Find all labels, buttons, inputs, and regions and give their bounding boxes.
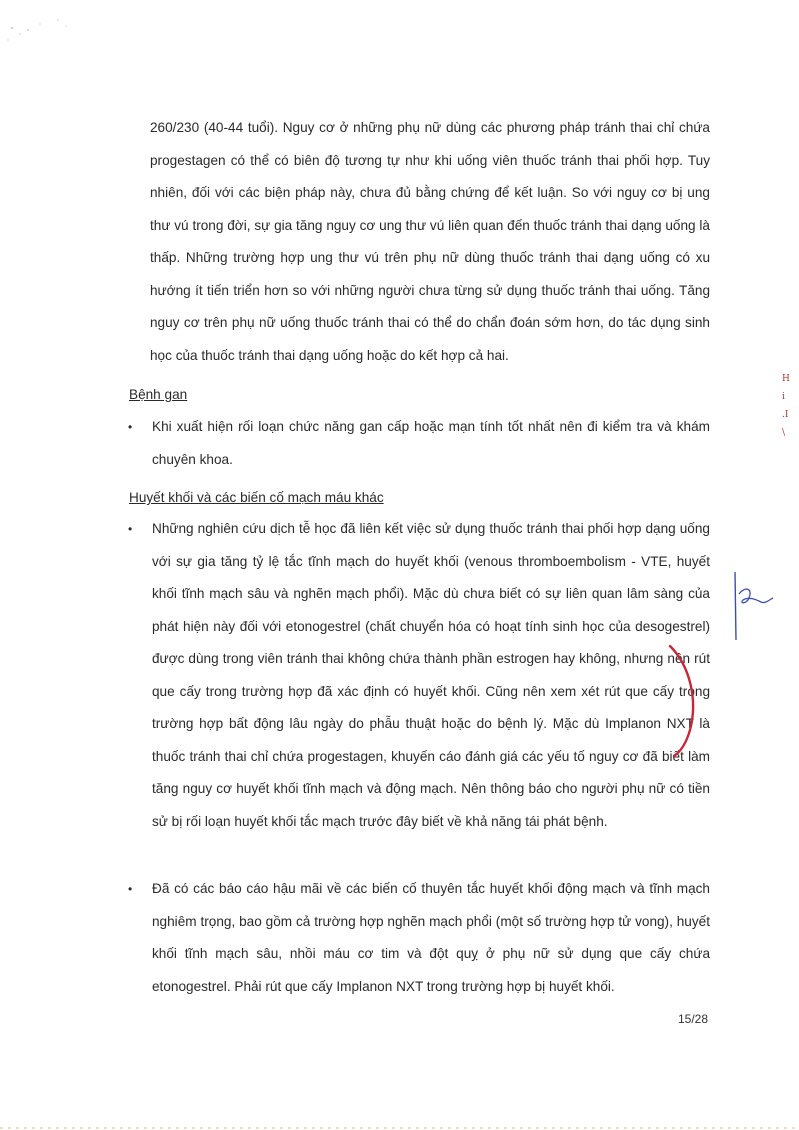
list-item bbox=[128, 513, 710, 838]
bullet-glyph: • bbox=[128, 522, 133, 536]
scan-bottom-edge bbox=[0, 1118, 799, 1130]
page-number: 15/28 bbox=[678, 1012, 709, 1026]
section-heading-thrombosis: Huyết khối và các biến cố mạch máu khác bbox=[129, 490, 384, 505]
bullet-glyph: • bbox=[128, 420, 133, 434]
bullet-text: Đã có các báo cáo hậu mãi về các biến cố thuyên tắc huyết khối động mạch và tĩnh mạch nghiêm trọng, bao gồm cả trường hợp nghẽn mạch phổi (một số trường hợp tử vong), huyết khối tĩnh mạch sâu, nhồi máu cơ tim và đột quỵ ở phụ nữ sử dụng que cấy chứa etonogestrel. Phải rút que cấy Implanon NXT trong trường hợp bị huyết khối. bbox=[152, 881, 710, 994]
bullet-text: Khi xuất hiện rối loạn chức năng gan cấp hoặc mạn tính tốt nhất nên đi kiểm tra và khám chuyên khoa. bbox=[152, 419, 710, 467]
intro-paragraph: 260/230 (40-44 tuổi). Nguy cơ ở những phụ nữ dùng các phương pháp tránh thai chỉ chứa progestagen có thể có biên độ tương tự như khi uống viên thuốc tránh thai phối hợp. Tuy nhiên, đối với các biện pháp này, chưa đủ bằng chứng để kết luận. So với nguy cơ bị ung thư vú trong đời, sự gia tăng nguy cơ ung thư vú liên quan đến thuốc tránh thai dạng uống là thấp. Những trường hợp ung thư vú trên phụ nữ dùng thuốc tránh thai dạng uống có xu hướng ít tiến triển hơn so với những người chưa từng sử dụng thuốc tránh thai uống. Tăng nguy cơ trên phụ nữ uống thuốc tránh thai có thể do chẩn đoán sớm hơn, do tác dụng sinh học của thuốc tránh thai dạng uống hoặc do kết hợp cả hai. bbox=[150, 120, 710, 363]
list-item bbox=[128, 873, 710, 1003]
margin-mark: i bbox=[782, 392, 785, 402]
scan-speckle-mark bbox=[0, 0, 90, 50]
bullet-glyph: • bbox=[128, 882, 133, 896]
margin-mark: \ bbox=[782, 428, 786, 438]
margin-mark: .I bbox=[782, 410, 789, 420]
handwritten-annotation-mark bbox=[725, 560, 785, 660]
section-heading-liver: Bệnh gan bbox=[129, 387, 188, 402]
margin-mark: H bbox=[782, 374, 790, 384]
list-item bbox=[128, 411, 710, 476]
bullet-text: Những nghiên cứu dịch tễ học đã liên kết việc sử dụng thuốc tránh thai phối hợp dạng uống với sự gia tăng tỷ lệ tắc tĩnh mạch do huyết khối (venous thromboembolism - VTE, huyết khối tĩnh mạch sâu và nghẽn mạch phổi). Mặc dù chưa biết có sự liên quan lâm sàng của phát hiện này đối với etonogestrel (chất chuyển hóa có hoạt tính sinh học của desogestrel) được dùng trong viên tránh thai không chứa thành phần estrogen hay không, nhưng nên rút que cấy trong trường hợp đã xác định có huyết khối. Cũng nên xem xét rút que cấy trong trường hợp bất động lâu ngày do phẫu thuật hoặc do bệnh lý. Mặc dù Implanon NXT là thuốc tránh thai chỉ chứa progestagen, khuyến cáo đánh giá các yếu tố nguy cơ đã biết làm tăng nguy cơ huyết khối tĩnh mạch và động mạch. Nên thông báo cho người phụ nữ có tiền sử bị rối loạn huyết khối tắc mạch trước đây biết về khả năng tái phát bệnh. bbox=[152, 521, 710, 829]
margin-edge-marks bbox=[782, 370, 799, 470]
